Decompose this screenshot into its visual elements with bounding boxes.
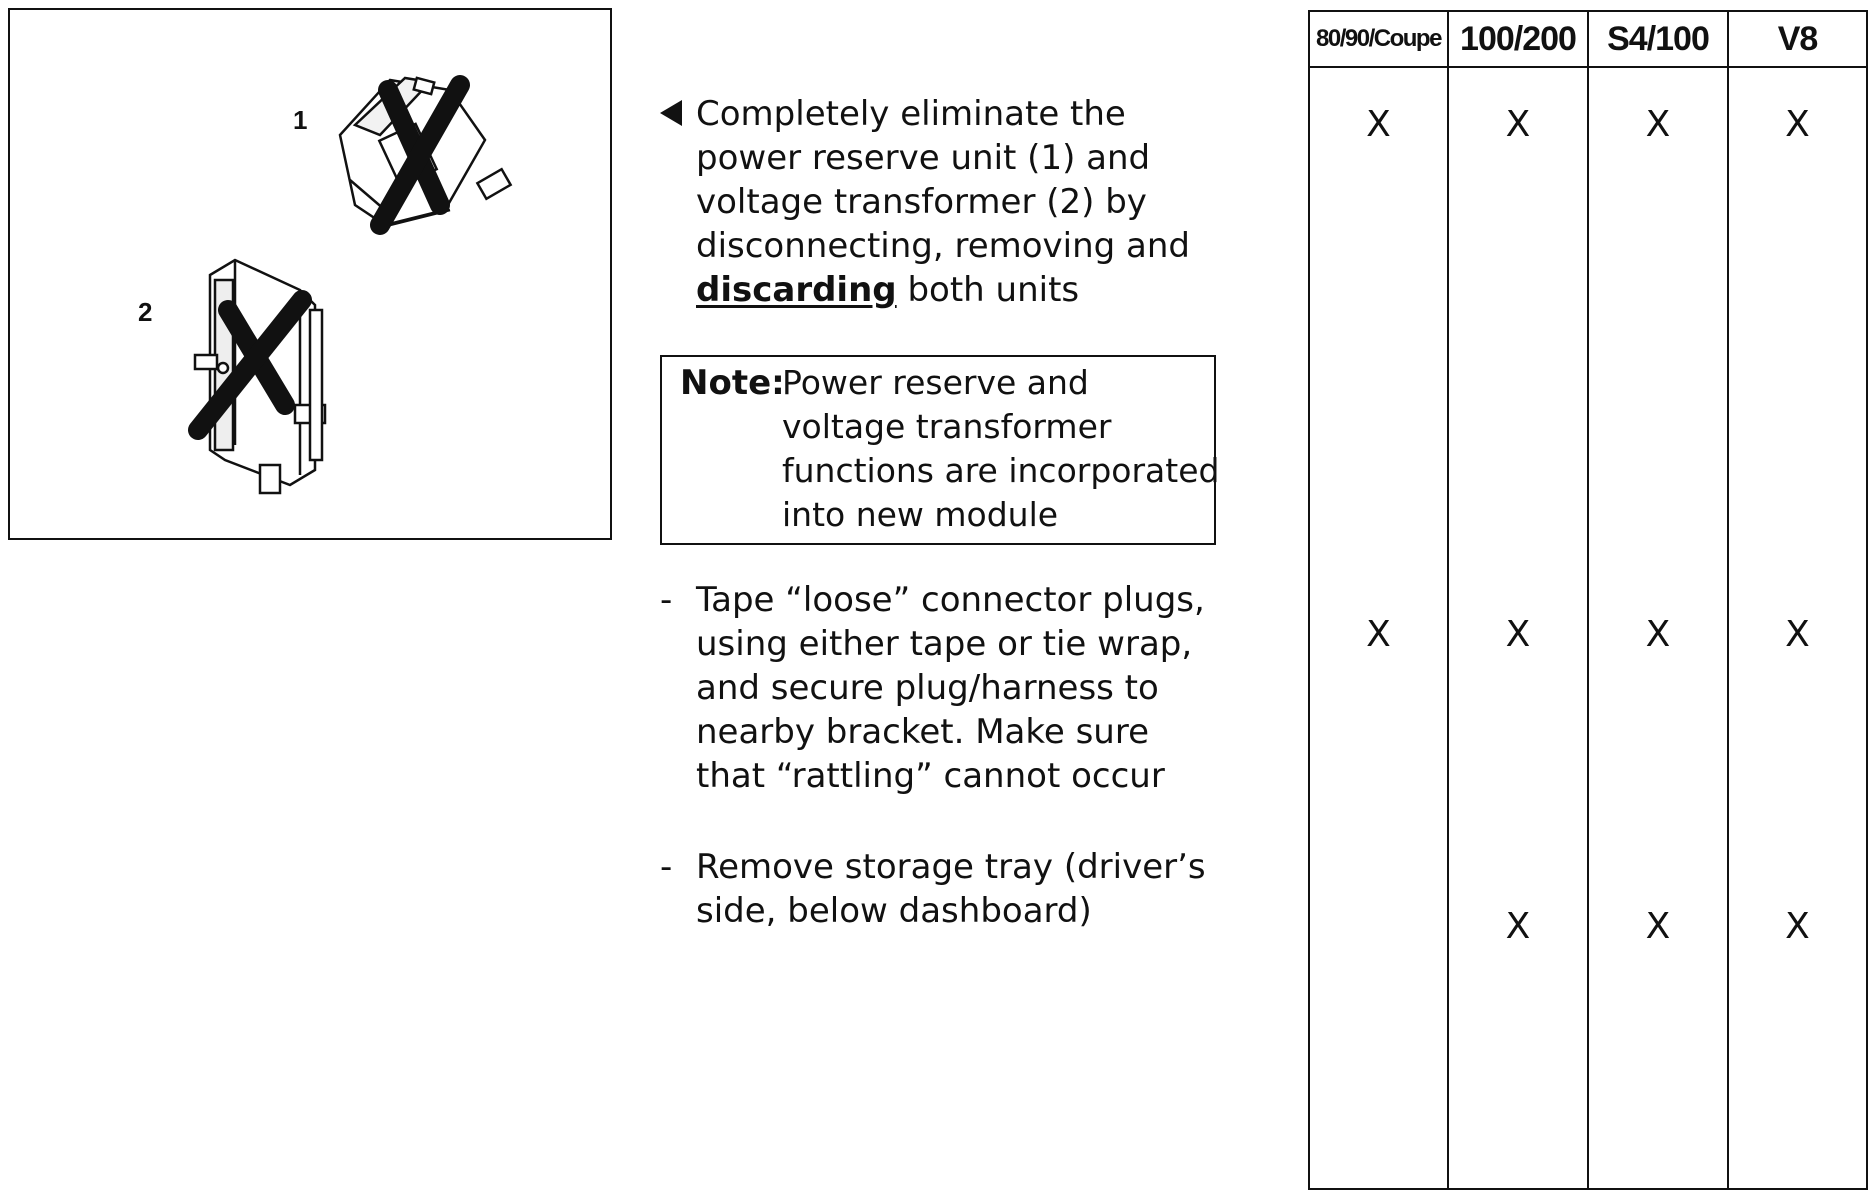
table-cell: X xyxy=(1588,588,1728,880)
table-header-cell: 80/90/Coupe xyxy=(1309,11,1448,67)
removed-units-illustration xyxy=(10,10,614,542)
callout-1: 1 xyxy=(293,105,308,135)
table-header-cell: 100/200 xyxy=(1448,11,1588,67)
note-text: Power reserve and voltage transformer functions are incorporated into new module xyxy=(782,363,1220,534)
callout-2: 2 xyxy=(138,297,153,327)
model-applicability-table xyxy=(1308,10,1868,1190)
table-cell: X xyxy=(1448,588,1588,880)
table-row xyxy=(1309,588,1867,880)
table-cell: X xyxy=(1728,880,1867,1189)
instruction-step-1 xyxy=(660,92,1220,312)
instruction-step-1-text xyxy=(696,92,1220,312)
arrow-bullet-icon xyxy=(660,100,682,126)
dash-bullet: - xyxy=(660,847,673,887)
table-cell: X xyxy=(1309,67,1448,588)
table-header-row xyxy=(1309,11,1867,67)
dash-bullet: - xyxy=(660,580,673,620)
table-cell: X xyxy=(1448,880,1588,1189)
step-1-text-after: both units xyxy=(896,270,1080,310)
table-cell: X xyxy=(1448,67,1588,588)
table-cell: X xyxy=(1588,67,1728,588)
instruction-step-2-text: Tape “loose” connector plugs, using either tape or tie wrap, and secure plug/harness to nearby bracket. Make sure that “rattling” cannot occur xyxy=(696,580,1205,796)
table-header-cell: V8 xyxy=(1728,11,1867,67)
note-label: Note: xyxy=(680,363,785,403)
note-box xyxy=(660,355,1220,545)
instruction-step-2 xyxy=(660,578,1220,798)
instruction-step-3-text: Remove storage tray (driver’s side, below dashboard) xyxy=(696,847,1206,931)
table-cell: X xyxy=(1728,588,1867,880)
table-cell: X xyxy=(1309,588,1448,880)
table-row xyxy=(1309,67,1867,588)
table-row xyxy=(1309,880,1867,1189)
table-header-cell: S4/100 xyxy=(1588,11,1728,67)
table-cell xyxy=(1309,880,1448,1189)
table-cell: X xyxy=(1728,67,1867,588)
step-1-emphasis: discarding xyxy=(696,270,897,310)
table-cell: X xyxy=(1588,880,1728,1189)
step-1-text-before: Completely eliminate the power reserve unit (1) and voltage transformer (2) by disconnecting, removing and xyxy=(696,94,1191,266)
instruction-step-3 xyxy=(660,845,1220,933)
illustration-panel xyxy=(8,8,612,540)
